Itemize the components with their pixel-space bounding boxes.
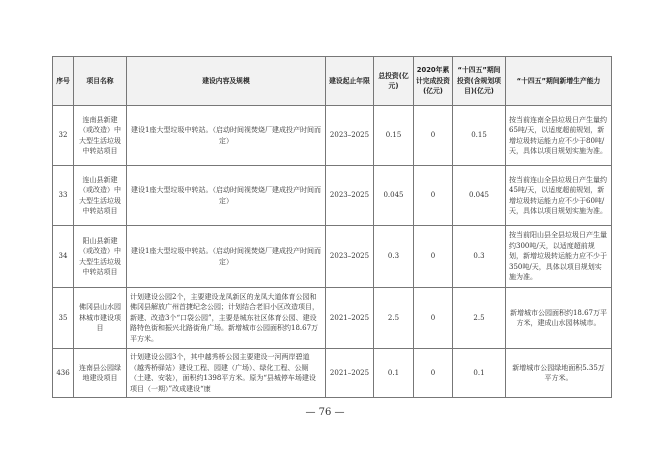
header-done-2020: 2020年累计完成投资(亿元) bbox=[414, 57, 453, 106]
header-plan-14: “十四五”期间投资(含规划项目)(亿元) bbox=[453, 57, 506, 106]
cell-content: 建设1座大型垃圾中转站。（启动时间视焚烧厂建成投产时间而定） bbox=[127, 166, 326, 226]
table-row bbox=[53, 349, 612, 398]
cell-years: 2023–2025 bbox=[326, 166, 374, 226]
cell-total: 0.1 bbox=[374, 349, 414, 398]
header-total: 总投资(亿元) bbox=[374, 57, 414, 106]
cell-content: 建设1座大型垃圾中转站。（启动时间视焚烧厂建成投产时间而定） bbox=[127, 106, 326, 166]
cell-capacity: 按当前连南全县垃圾日产生量约65吨/天，以适度超前规划，新增垃圾转运能力应不少于80吨/天，具体以项目规划实施为准。 bbox=[506, 106, 612, 166]
cell-years: 2021–2025 bbox=[326, 288, 374, 349]
cell-years: 2023–2025 bbox=[326, 226, 374, 288]
page-number: — 76 — bbox=[305, 407, 345, 418]
cell-no: 32 bbox=[53, 106, 74, 166]
cell-done-2020: 0 bbox=[414, 288, 453, 349]
cell-plan-14: 0.1 bbox=[453, 349, 506, 398]
cell-no: 35 bbox=[53, 288, 74, 349]
cell-content: 建设1座大型垃圾中转站。（启动时间视焚烧厂建成投产时间而定） bbox=[127, 226, 326, 288]
cell-years: 2021–2025 bbox=[326, 349, 374, 398]
cell-capacity: 按当前阳山县全县垃圾日产生量约300吨/天，以适度超前规划，新增垃圾转运能力应不少于350吨/天，具体以项目规划实施为准。 bbox=[506, 226, 612, 288]
table-row bbox=[53, 288, 612, 349]
cell-capacity: 按当前连山全县垃圾日产生量约45吨/天，以适度超前规划，新增垃圾转运能力应不少于60吨/天，具体以项目规划实施为准。 bbox=[506, 166, 612, 226]
cell-name: 佛冈县山水园林城市建设项目 bbox=[74, 288, 127, 349]
cell-plan-14: 2.5 bbox=[453, 288, 506, 349]
cell-name: 连山县新建（或改造）中大型生活垃圾中转站项目 bbox=[74, 166, 127, 226]
cell-plan-14: 0.15 bbox=[453, 106, 506, 166]
cell-name: 连南县新建（或改造）中大型生活垃圾中转站项目 bbox=[74, 106, 127, 166]
cell-no: 33 bbox=[53, 166, 74, 226]
cell-plan-14: 0.3 bbox=[453, 226, 506, 288]
cell-capacity: 新增城市公园绿地面积5.35万平方米。 bbox=[506, 349, 612, 398]
table-row bbox=[53, 226, 612, 288]
cell-no: 34 bbox=[53, 226, 74, 288]
cell-done-2020: 0 bbox=[414, 166, 453, 226]
cell-total: 0.045 bbox=[374, 166, 414, 226]
table-row bbox=[53, 106, 612, 166]
cell-done-2020: 0 bbox=[414, 226, 453, 288]
cell-no: 436 bbox=[53, 349, 74, 398]
header-capacity: “十四五”期间新增生产能力 bbox=[506, 57, 612, 106]
header-content: 建设内容及规模 bbox=[127, 57, 326, 106]
table-row bbox=[53, 166, 612, 226]
cell-content: 计划建设公园2个，主要建设龙凤新区的龙凤大道体育公园和佛冈县解放广州首捷纪念公园；计划结合老旧小区改造项目，新建、改造3个“口袋公园”，主要是城东社区体育公园、建设路特色街和振兴北路街角广场。新增城市公园面积约18.67万平方米。 bbox=[127, 288, 326, 349]
cell-plan-14: 0.045 bbox=[453, 166, 506, 226]
cell-capacity: 新增城市公园面积约18.67万平方米，建成山水园林城市。 bbox=[506, 288, 612, 349]
header-years: 建设起止年限 bbox=[326, 57, 374, 106]
cell-total: 2.5 bbox=[374, 288, 414, 349]
cell-done-2020: 0 bbox=[414, 106, 453, 166]
table-header-row bbox=[53, 57, 612, 106]
cell-total: 0.3 bbox=[374, 226, 414, 288]
cell-total: 0.15 bbox=[374, 106, 414, 166]
cell-name: 阳山县新建（或改造）中大型生活垃圾中转站项目 bbox=[74, 226, 127, 288]
cell-done-2020: 0 bbox=[414, 349, 453, 398]
header-seq: 序号 bbox=[53, 57, 74, 106]
header-name: 项目名称 bbox=[74, 57, 127, 106]
cell-content: 计划建设公园3个，其中越秀桥公园主要建设一河两岸碧道（越秀桥驿站）建设工程、园建（广场）、绿化工程、公厕（土建、安装），面积约1398平方米。原为“县城停车场建设项目（一期）”改成建设“康 bbox=[127, 349, 326, 398]
project-table bbox=[52, 56, 612, 398]
cell-name: 连南县公园绿地建设项目 bbox=[74, 349, 127, 398]
cell-years: 2023–2025 bbox=[326, 106, 374, 166]
